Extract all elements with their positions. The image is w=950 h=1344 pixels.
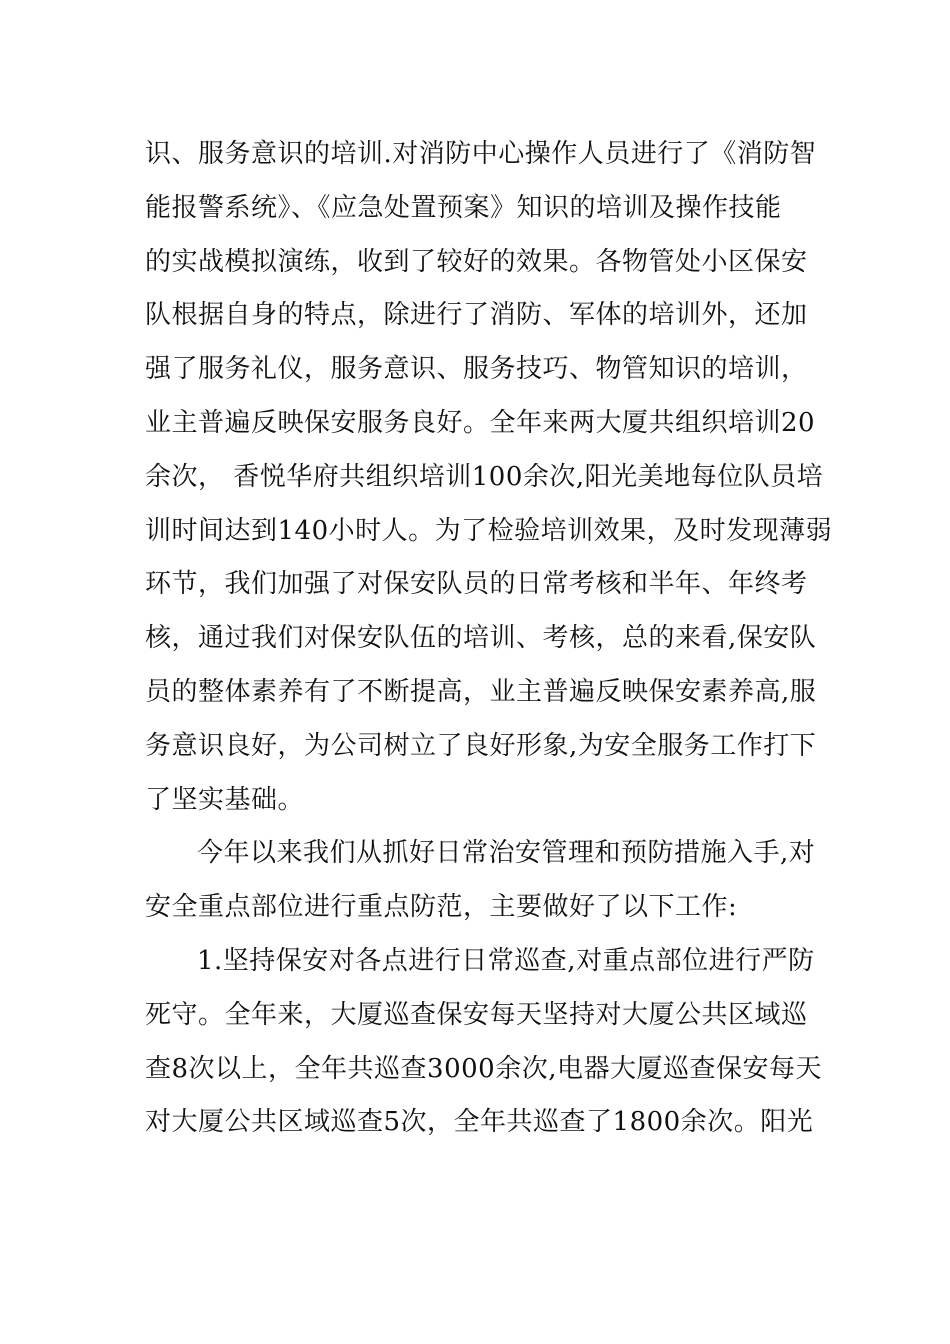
text-line: 员的整体素养有了不断提高，业主普遍反映保安素养高,服	[145, 676, 817, 707]
text-line: 了坚实基础。	[145, 784, 305, 815]
paragraph-start-line: 今年以来我们从抓好日常治安管理和预防措施入手,对	[197, 838, 816, 869]
text-line: 能报警系统》、《应急处置预案》知识的培训及操作技能	[145, 192, 782, 223]
text-line: 死守。全年来，大厦巡查保安每天坚持对大厦公共区域巡	[145, 999, 808, 1030]
text-line: 务意识良好，为公司树立了良好形象,为安全服务工作打下	[145, 730, 817, 761]
text-line: 查8次以上，全年共巡查3000余次,电器大厦巡查保安每天	[145, 1053, 822, 1084]
text-line: 训时间达到140小时人。为了检验培训效果，及时发现薄弱	[145, 515, 833, 546]
text-line: 余次， 香悦华府共组织培训100余次,阳光美地每位队员培	[145, 461, 824, 492]
text-line: 强了服务礼仪，服务意识、服务技巧、物管知识的培训，	[145, 354, 808, 385]
text-line: 识、服务意识的培训.对消防中心操作人员进行了《消防智	[145, 139, 817, 169]
text-line: 的实战模拟演练，收到了较好的效果。各物管处小区保安	[145, 246, 808, 277]
text-line: 业主普遍反映保安服务良好。全年来两大厦共组织培训20	[145, 407, 816, 438]
text-line: 核，通过我们对保安队伍的培训、考核，总的来看,保安队	[145, 623, 817, 654]
text-line: 对大厦公共区域巡查5次，全年共巡查了1800余次。阳光	[145, 1107, 814, 1138]
text-line: 环节，我们加强了对保安队员的日常考核和半年、年终考	[145, 569, 808, 600]
paragraph-start-line: 1.坚持保安对各点进行日常巡查,对重点部位进行严防	[197, 945, 815, 976]
text-line: 队根据自身的特点，除进行了消防、军体的培训外，还加	[145, 300, 808, 331]
text-line: 安全重点部位进行重点防范，主要做好了以下工作:	[145, 892, 738, 923]
body-text	[145, 128, 833, 1150]
